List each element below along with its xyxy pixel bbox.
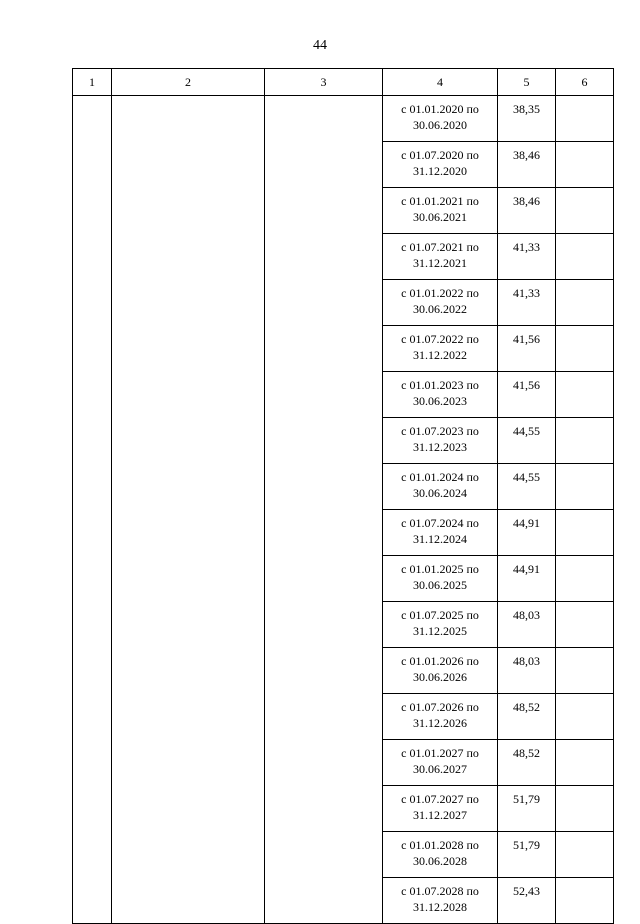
col1-merged-cell bbox=[73, 96, 112, 924]
period-end-text: 30.06.2028 bbox=[413, 854, 467, 868]
period-start-text: с 01.07.2025 по bbox=[401, 608, 479, 622]
period-cell bbox=[383, 694, 498, 740]
empty-cell bbox=[556, 832, 614, 878]
header-cell-2: 2 bbox=[112, 69, 265, 96]
period-start-text: с 01.07.2027 по bbox=[401, 792, 479, 806]
empty-cell bbox=[556, 878, 614, 924]
period-end-text: 31.12.2023 bbox=[413, 440, 467, 454]
period-cell bbox=[383, 234, 498, 280]
period-start-text: с 01.01.2026 по bbox=[401, 654, 479, 668]
period-start-text: с 01.07.2026 по bbox=[401, 700, 479, 714]
period-end-text: 31.12.2027 bbox=[413, 808, 467, 822]
period-end-text: 30.06.2020 bbox=[413, 118, 467, 132]
period-start-text: с 01.01.2024 по bbox=[401, 470, 479, 484]
page-number: 44 bbox=[313, 38, 327, 53]
value-cell: 44,91 bbox=[498, 510, 556, 556]
period-end-text: 30.06.2023 bbox=[413, 394, 467, 408]
empty-cell bbox=[556, 694, 614, 740]
col2-merged-cell bbox=[112, 96, 265, 924]
header-cell-4: 4 bbox=[383, 69, 498, 96]
period-end-text: 31.12.2021 bbox=[413, 256, 467, 270]
value-cell: 41,56 bbox=[498, 372, 556, 418]
period-end-text: 31.12.2028 bbox=[413, 900, 467, 914]
value-cell: 44,55 bbox=[498, 418, 556, 464]
period-cell bbox=[383, 602, 498, 648]
period-cell bbox=[383, 510, 498, 556]
period-start-text: с 01.07.2023 по bbox=[401, 424, 479, 438]
period-start-text: с 01.07.2022 по bbox=[401, 332, 479, 346]
value-cell: 41,56 bbox=[498, 326, 556, 372]
period-cell bbox=[383, 418, 498, 464]
period-cell bbox=[383, 878, 498, 924]
empty-cell bbox=[556, 648, 614, 694]
period-end-text: 30.06.2021 bbox=[413, 210, 467, 224]
period-cell bbox=[383, 326, 498, 372]
period-end-text: 30.06.2022 bbox=[413, 302, 467, 316]
period-end-text: 31.12.2026 bbox=[413, 716, 467, 730]
empty-cell bbox=[556, 326, 614, 372]
period-cell bbox=[383, 832, 498, 878]
empty-cell bbox=[556, 280, 614, 326]
period-cell bbox=[383, 280, 498, 326]
header-row bbox=[73, 69, 614, 96]
value-cell: 41,33 bbox=[498, 234, 556, 280]
empty-cell bbox=[556, 556, 614, 602]
period-cell bbox=[383, 188, 498, 234]
empty-cell bbox=[556, 234, 614, 280]
period-start-text: с 01.01.2028 по bbox=[401, 838, 479, 852]
empty-cell bbox=[556, 188, 614, 234]
value-cell: 48,03 bbox=[498, 602, 556, 648]
header-cell-3: 3 bbox=[265, 69, 383, 96]
value-cell: 51,79 bbox=[498, 832, 556, 878]
period-start-text: с 01.01.2025 по bbox=[401, 562, 479, 576]
header-cell-6: 6 bbox=[556, 69, 614, 96]
period-start-text: с 01.07.2028 по bbox=[401, 884, 479, 898]
period-start-text: с 01.07.2020 по bbox=[401, 148, 479, 162]
value-cell: 44,91 bbox=[498, 556, 556, 602]
value-cell: 38,46 bbox=[498, 188, 556, 234]
period-end-text: 30.06.2027 bbox=[413, 762, 467, 776]
empty-cell bbox=[556, 510, 614, 556]
period-start-text: с 01.01.2023 по bbox=[401, 378, 479, 392]
period-end-text: 30.06.2026 bbox=[413, 670, 467, 684]
value-cell: 48,52 bbox=[498, 694, 556, 740]
period-cell bbox=[383, 556, 498, 602]
period-cell bbox=[383, 740, 498, 786]
empty-cell bbox=[556, 740, 614, 786]
value-cell: 51,79 bbox=[498, 786, 556, 832]
period-start-text: с 01.07.2021 по bbox=[401, 240, 479, 254]
empty-cell bbox=[556, 96, 614, 142]
empty-cell bbox=[556, 464, 614, 510]
empty-cell bbox=[556, 786, 614, 832]
table-row bbox=[73, 96, 614, 142]
period-start-text: с 01.07.2024 по bbox=[401, 516, 479, 530]
period-end-text: 31.12.2024 bbox=[413, 532, 467, 546]
value-cell: 41,33 bbox=[498, 280, 556, 326]
empty-cell bbox=[556, 142, 614, 188]
period-cell bbox=[383, 142, 498, 188]
period-end-text: 31.12.2025 bbox=[413, 624, 467, 638]
period-start-text: с 01.01.2022 по bbox=[401, 286, 479, 300]
period-end-text: 31.12.2022 bbox=[413, 348, 467, 362]
period-end-text: 30.06.2025 bbox=[413, 578, 467, 592]
empty-cell bbox=[556, 372, 614, 418]
value-cell: 38,46 bbox=[498, 142, 556, 188]
period-start-text: с 01.01.2021 по bbox=[401, 194, 479, 208]
header-cell-5: 5 bbox=[498, 69, 556, 96]
value-cell: 52,43 bbox=[498, 878, 556, 924]
period-cell bbox=[383, 96, 498, 142]
tariff-table bbox=[72, 68, 614, 924]
empty-cell bbox=[556, 418, 614, 464]
empty-cell bbox=[556, 602, 614, 648]
period-cell bbox=[383, 372, 498, 418]
col3-merged-cell bbox=[265, 96, 383, 924]
value-cell: 44,55 bbox=[498, 464, 556, 510]
period-cell bbox=[383, 648, 498, 694]
value-cell: 48,03 bbox=[498, 648, 556, 694]
period-cell bbox=[383, 464, 498, 510]
value-cell: 38,35 bbox=[498, 96, 556, 142]
period-end-text: 31.12.2020 bbox=[413, 164, 467, 178]
header-cell-1: 1 bbox=[73, 69, 112, 96]
period-start-text: с 01.01.2020 по bbox=[401, 102, 479, 116]
period-start-text: с 01.01.2027 по bbox=[401, 746, 479, 760]
period-end-text: 30.06.2024 bbox=[413, 486, 467, 500]
period-cell bbox=[383, 786, 498, 832]
value-cell: 48,52 bbox=[498, 740, 556, 786]
